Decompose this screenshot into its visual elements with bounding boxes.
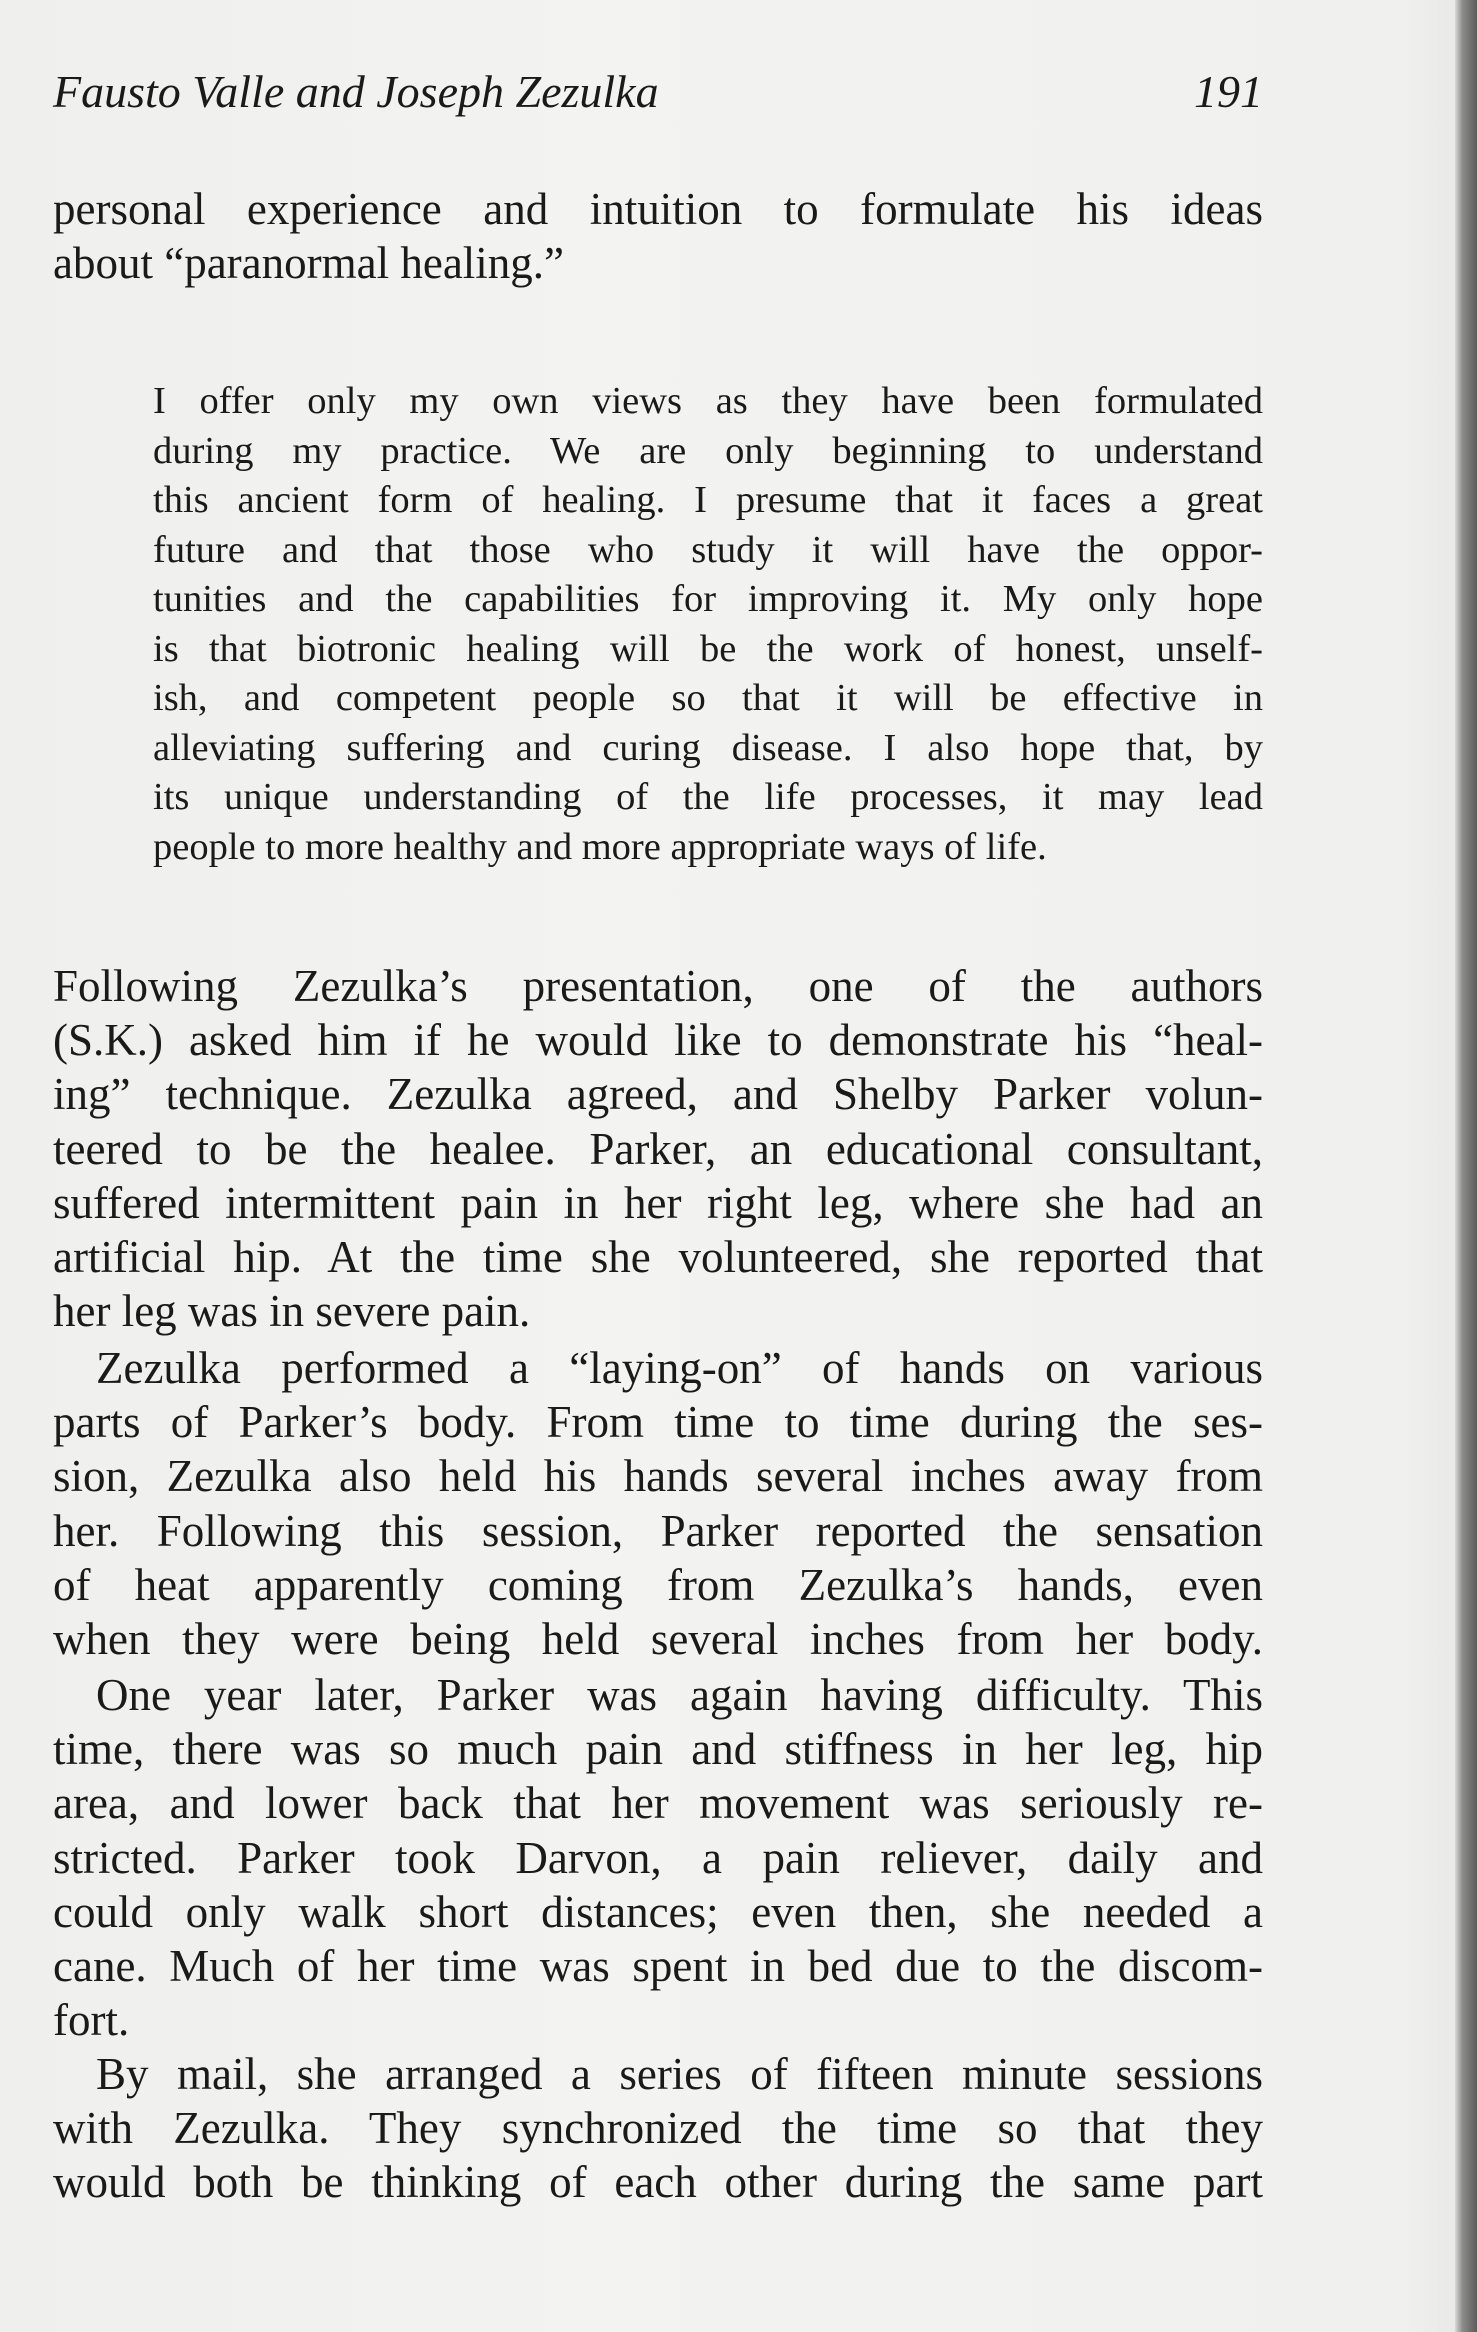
text-line: with Zezulka. They synchronized the time so that they <box>53 2103 1263 2154</box>
text-line: her. Following this session, Parker reported the sensation <box>53 1505 1263 1556</box>
text-line: about “paranormal healing.” <box>53 238 565 289</box>
text-line: One year later, Parker was again having difficulty. This <box>96 1670 1263 1720</box>
text-line: alleviating suffering and curing disease. I also hope that, by <box>153 726 1263 769</box>
paragraph <box>53 959 1263 1338</box>
text-line: people to more healthy and more appropriate ways of life. <box>153 825 1047 868</box>
text-line: cane. Much of her time was spent in bed due to the discom- <box>53 1941 1263 1992</box>
text-line: of heat apparently coming from Zezulka’s hands, even <box>53 1559 1263 1610</box>
text-line: would both be thinking of each other during the same part <box>53 2157 1263 2208</box>
paragraph <box>53 2047 1263 2210</box>
page-header <box>53 62 1263 122</box>
text-line: By mail, she arranged a series of fifteen minute sessions <box>96 2049 1263 2099</box>
text-line: her leg was in severe pain. <box>53 1286 531 1337</box>
text-line: ing” technique. Zezulka agreed, and Shelby Parker volun- <box>53 1069 1263 1120</box>
text-line: artificial hip. At the time she volunteered, she reported that <box>53 1232 1263 1283</box>
paragraph <box>53 1341 1263 1666</box>
text-line: when they were being held several inches from her body. <box>53 1614 1263 1665</box>
text-line: teered to be the healee. Parker, an educational consultant, <box>53 1123 1263 1174</box>
paragraph <box>53 182 1263 290</box>
text-line: tunities and the capabilities for improving it. My only hope <box>153 578 1263 620</box>
text-line: parts of Parker’s body. From time to time during the ses- <box>53 1397 1263 1448</box>
text-line: is that biotronic healing will be the work of honest, unself- <box>153 627 1263 670</box>
text-line: Following Zezulka’s presentation, one of the authors <box>53 961 1263 1011</box>
paragraph <box>53 1668 1263 2047</box>
text-line: its unique understanding of the life processes, it may lead <box>153 776 1263 818</box>
text-line: Zezulka performed a “laying-on” of hands on various <box>96 1343 1263 1393</box>
page-number: 191 <box>1194 66 1263 117</box>
text-line: sion, Zezulka also held his hands several inches away from <box>53 1451 1263 1502</box>
text-line: fort. <box>53 1995 130 2046</box>
text-line: could only walk short distances; even then, she needed a <box>53 1886 1263 1937</box>
running-head: Fausto Valle and Joseph Zezulka <box>53 66 659 117</box>
text-line: this ancient form of healing. I presume that it faces a great <box>153 479 1263 521</box>
text-line: during my practice. We are only beginning to understand <box>153 429 1263 472</box>
text-line: future and that those who study it will have the oppor- <box>153 528 1263 571</box>
text-line: suffered intermittent pain in her right leg, where she had an <box>53 1177 1263 1228</box>
book-spine-shadow <box>1455 0 1477 2332</box>
text-line: personal experience and intuition to formulate his ideas <box>53 184 1263 234</box>
text-line: (S.K.) asked him if he would like to demonstrate his “heal- <box>53 1015 1263 1066</box>
block-quote <box>153 377 1263 872</box>
text-line: ish, and competent people so that it will be effective in <box>153 677 1263 719</box>
text-line: area, and lower back that her movement was seriously re- <box>53 1778 1263 1829</box>
text-line: stricted. Parker took Darvon, a pain reliever, daily and <box>53 1832 1263 1883</box>
text-line: time, there was so much pain and stiffness in her leg, hip <box>53 1724 1263 1775</box>
text-line: I offer only my own views as they have been formulated <box>153 380 1263 422</box>
